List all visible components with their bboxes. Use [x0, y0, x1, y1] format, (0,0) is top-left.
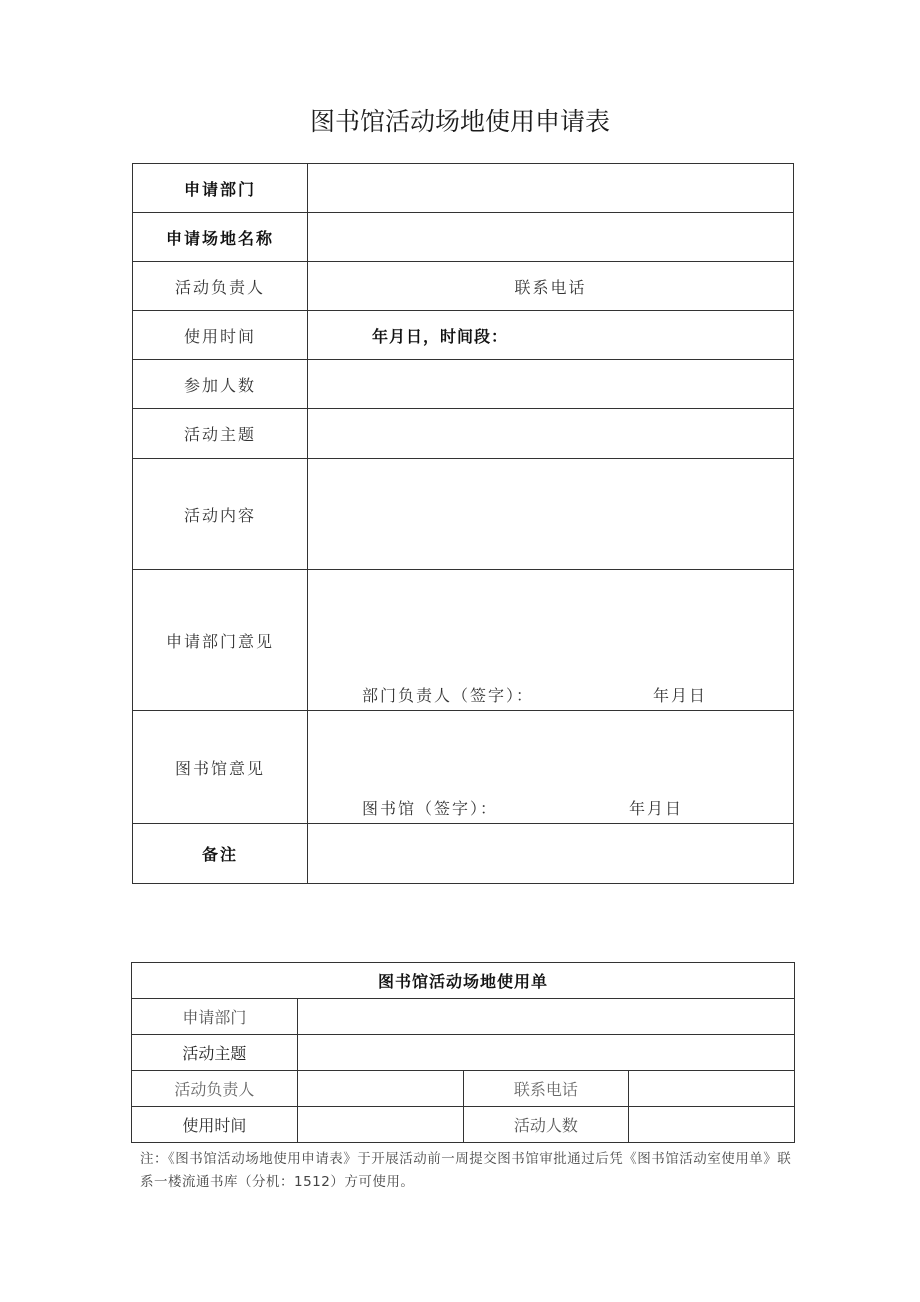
time-value: 年月日，时间段： — [372, 326, 509, 346]
table-row — [133, 459, 794, 570]
slip-leader-field[interactable] — [297, 1071, 463, 1107]
form-title: 图书馆活动场地使用申请表 — [309, 107, 610, 136]
lib-opinion-field[interactable] — [308, 711, 794, 824]
count-field[interactable] — [308, 360, 794, 409]
slip-theme-field[interactable] — [297, 1035, 794, 1071]
slip-phone-label: 联系电话 — [463, 1071, 629, 1107]
table-row — [133, 262, 794, 311]
dept-label: 申请部门 — [133, 164, 308, 213]
lib-date-label: 年月日 — [629, 799, 684, 818]
dept-field[interactable] — [308, 164, 794, 213]
phone-label: 联系电话 — [514, 277, 587, 297]
slip-count-label: 活动人数 — [463, 1107, 629, 1143]
count-label: 参加人数 — [133, 360, 308, 409]
table-row — [133, 360, 794, 409]
remark-field[interactable] — [308, 824, 794, 884]
dept-opinion-label: 申请部门意见 — [133, 570, 308, 711]
theme-field[interactable] — [308, 409, 794, 459]
table-row — [132, 999, 795, 1035]
slip-phone-field[interactable] — [629, 1071, 795, 1107]
table-row — [132, 1035, 795, 1071]
footnote: 注：《图书馆活动场地使用申请表》于开展活动前一周提交图书馆审批通过后凭《图书馆活动室使用单》联系一楼流通书库（分机：1512）方可使用。 — [140, 1151, 792, 1190]
table-row — [133, 824, 794, 884]
slip-dept-label: 申请部门 — [132, 999, 298, 1035]
lib-opinion-label: 图书馆意见 — [133, 711, 308, 824]
theme-label: 活动主题 — [133, 409, 308, 459]
remark-label: 备注 — [133, 824, 308, 884]
usage-slip-table — [131, 962, 795, 1143]
time-field[interactable] — [308, 311, 794, 360]
lib-sign-label: 图书馆（签字）： — [362, 799, 499, 818]
venue-field[interactable] — [308, 213, 794, 262]
slip-time-label: 使用时间 — [132, 1107, 298, 1143]
slip-leader-label: 活动负责人 — [132, 1071, 298, 1107]
dept-opinion-field[interactable] — [308, 570, 794, 711]
content-field[interactable] — [308, 459, 794, 570]
time-label: 使用时间 — [133, 311, 308, 360]
slip-time-field[interactable] — [297, 1107, 463, 1143]
table-row — [133, 164, 794, 213]
slip-dept-field[interactable] — [297, 999, 794, 1035]
slip-theme-label: 活动主题 — [132, 1035, 298, 1071]
table-row — [132, 963, 795, 999]
table-row — [132, 1071, 795, 1107]
table-row — [133, 570, 794, 711]
venue-label: 申请场地名称 — [133, 213, 308, 262]
table-row — [133, 311, 794, 360]
table-row — [133, 711, 794, 824]
slip-count-field[interactable] — [629, 1107, 795, 1143]
table-row — [133, 409, 794, 459]
slip-title: 图书馆活动场地使用单 — [132, 963, 795, 999]
table-row — [132, 1107, 795, 1143]
dept-date-label: 年月日 — [653, 686, 708, 705]
dept-sign-label: 部门负责人（签字）： — [362, 686, 535, 705]
table-row — [133, 213, 794, 262]
application-form-table — [132, 163, 794, 884]
leader-phone-field[interactable] — [308, 262, 794, 311]
leader-label: 活动负责人 — [133, 262, 308, 311]
content-label: 活动内容 — [133, 459, 308, 570]
